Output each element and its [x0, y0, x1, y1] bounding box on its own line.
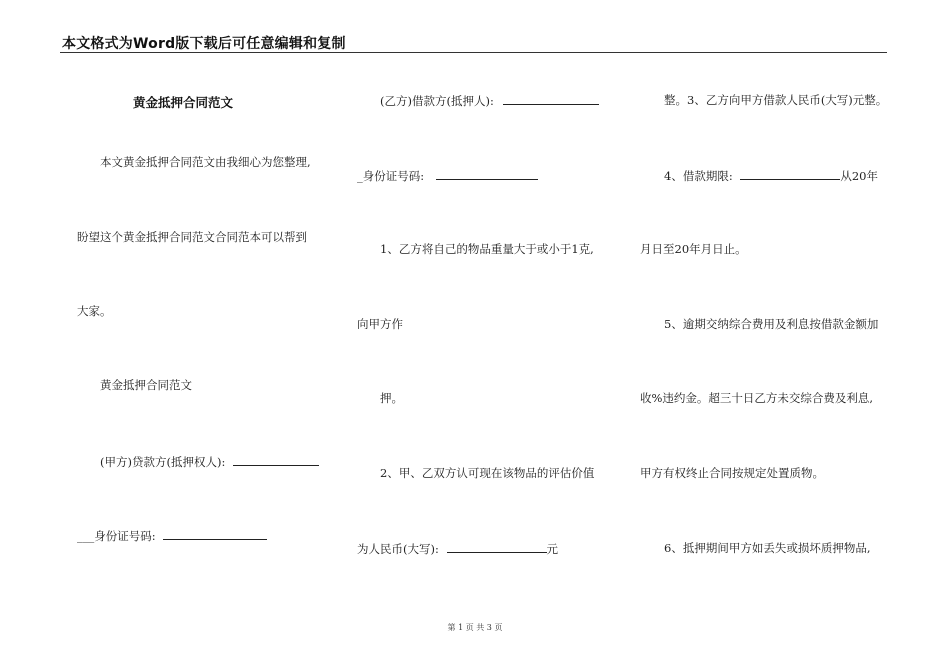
intro-line-3: 大家。: [77, 304, 112, 318]
clause-5-line-1: 5、逾期交纳综合费用及利息按借款金额加: [664, 317, 879, 331]
lender-id-blank: [163, 528, 267, 540]
amount-label: 为人民币(大写):: [357, 542, 439, 556]
loan-term-from: 从20年: [840, 169, 878, 183]
clause-6-line-1: 6、抵押期间甲方如丢失或损坏质押物品,: [664, 541, 871, 555]
clause-5-line-3: 甲方有权终止合同按规定处置质物。: [640, 466, 824, 480]
clause-1-line-3: 押。: [380, 391, 403, 405]
intro-line-1: 本文黄金抵押合同范文由我细心为您整理,: [100, 155, 311, 169]
borrower-name-blank: [503, 93, 599, 105]
clause-1-line-2: 向甲方作: [357, 317, 403, 331]
clause-3: 整。3、乙方向甲方借款人民币(大写)元整。: [664, 93, 888, 107]
lender-id-prefix: ___: [77, 529, 95, 543]
clause-2-line-1: 2、甲、乙双方认可现在该物品的评估价值: [380, 466, 595, 480]
borrower-row: [380, 93, 599, 108]
intro-line-2: 盼望这个黄金抵押合同范文合同范本可以帮到: [77, 230, 307, 244]
clause-4-end: 月日至20年月日止。: [640, 242, 747, 256]
clause-1-line-1: 1、乙方将自己的物品重量大于或小于1克,: [380, 242, 594, 256]
lender-label: (甲方)贷款方(抵押权人):: [100, 455, 226, 469]
clause-4-row: [664, 168, 878, 183]
clause-5-line-2: 收%违约金。超三十日乙方未交综合费及利息,: [640, 391, 874, 405]
lender-row: [100, 454, 319, 469]
borrower-label: (乙方)借款方(抵押人):: [380, 94, 494, 108]
header-title: 本文格式为Word版下载后可任意编辑和复制: [62, 36, 346, 52]
lender-name-blank: [233, 454, 319, 466]
page-footer: 第 1 页 共 3 页: [447, 623, 503, 632]
borrower-id-blank: [436, 168, 538, 180]
lender-id-label: 身份证号码:: [94, 529, 156, 543]
amount-blank: [447, 541, 547, 553]
loan-term-blank: [740, 168, 840, 180]
lender-id-row: [77, 528, 267, 543]
amount-unit: 元: [546, 542, 559, 556]
section-subtitle: 黄金抵押合同范文: [100, 378, 192, 392]
header-divider: [60, 52, 887, 53]
clause-2-amount-row: [357, 541, 558, 556]
borrower-id-label: 身份证号码:: [362, 169, 425, 183]
borrower-id-prefix: _: [357, 169, 363, 183]
borrower-id-row: [357, 168, 538, 183]
loan-term-label: 4、借款期限:: [664, 169, 733, 183]
document-title: 黄金抵押合同范文: [133, 95, 234, 110]
